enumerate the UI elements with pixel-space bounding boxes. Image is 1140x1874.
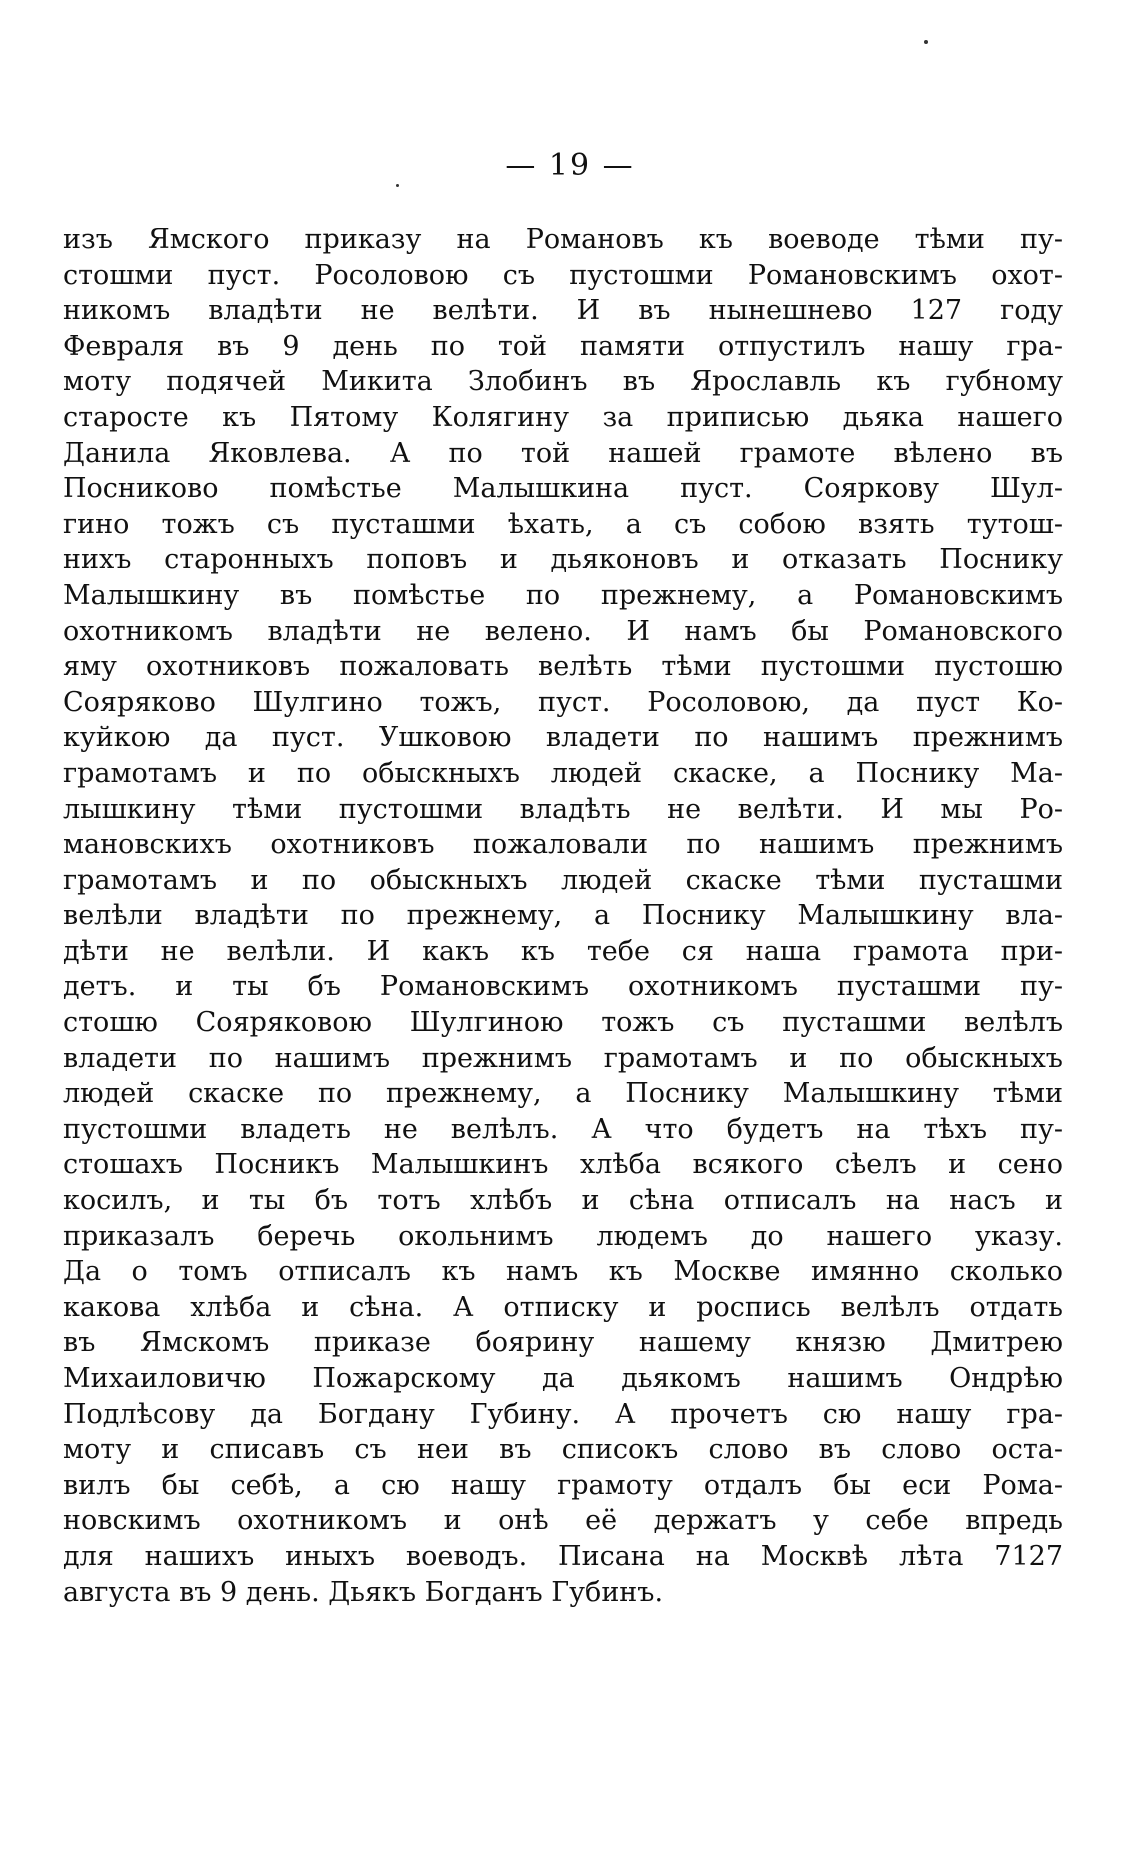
text-line: Да о томъ отписалъ къ намъ къ Москве имянно сколько bbox=[63, 1256, 1063, 1288]
text-line: владети по нашимъ прежнимъ грамотамъ и по обыскныхъ bbox=[63, 1042, 1063, 1074]
text-line: гино тожъ съ пусташми ѣхать, а съ собою взять тутош- bbox=[63, 508, 1063, 540]
text-line: Подлѣсову да Богдану Губину. А прочетъ сю нашу гра- bbox=[63, 1398, 1063, 1430]
text-line: моту и списавъ съ неи въ списокъ слово въ слово оста- bbox=[63, 1434, 1063, 1466]
text-line: велѣли владѣти по прежнему, а Поснику Малышкину вла- bbox=[63, 900, 1063, 932]
print-speck bbox=[924, 40, 928, 44]
text-line: лышкину тѣми пустошми владѣть не велѣти. И мы Ро- bbox=[63, 793, 1063, 825]
text-line: Сояряково Шулгино тожъ, пуст. Росоловою, да пуст Ко- bbox=[63, 686, 1063, 718]
page-number: — 19 — bbox=[505, 148, 635, 183]
text-line: для нашихъ иныхъ воеводъ. Писана на Москвѣ лѣта 7127 bbox=[63, 1540, 1063, 1572]
text-line: Посниково помѣстье Малышкина пуст. Сояркову Шул- bbox=[63, 473, 1063, 505]
text-line: никомъ владѣти не велѣти. И въ нынешнево 127 году bbox=[63, 295, 1063, 327]
text-line: грамотамъ и по обыскныхъ людей скаске тѣми пусташми bbox=[63, 864, 1063, 896]
text-line: стошю Сояряковою Шулгиною тожъ съ пусташми велѣлъ bbox=[63, 1007, 1063, 1039]
print-speck bbox=[396, 184, 399, 187]
text-line: изъ Ямского приказу на Романовъ къ воеводе тѣми пу- bbox=[63, 224, 1063, 255]
text-line: стошми пуст. Росоловою съ пустошми Романовскимъ охот- bbox=[63, 259, 1063, 291]
text-line: мановскихъ охотниковъ пожаловали по нашимъ прежнимъ bbox=[63, 829, 1063, 861]
text-line: новскимъ охотникомъ и онѣ её держатъ у себе впредь bbox=[63, 1505, 1063, 1537]
text-line: Малышкину въ помѣстье по прежнему, а Романовскимъ bbox=[63, 579, 1063, 611]
text-line: августа въ 9 день. Дьякъ Богданъ Губинъ. bbox=[63, 1576, 664, 1608]
text-line: косилъ, и ты бъ тотъ хлѣбъ и сѣна отписалъ на насъ и bbox=[63, 1185, 1063, 1217]
text-line: дѣти не велѣли. И какъ къ тебе ся наша грамота при- bbox=[63, 935, 1063, 967]
text-line: яму охотниковъ пожаловать велѣть тѣми пустошми пустошю bbox=[63, 651, 1063, 683]
text-line: въ Ямскомъ приказе боярину нашему князю Дмитрею bbox=[63, 1327, 1063, 1359]
text-line: куйкою да пуст. Ушковою владети по нашимъ прежнимъ bbox=[63, 722, 1063, 754]
text-line: нихъ старонныхъ поповъ и дьяконовъ и отказать Поснику bbox=[63, 544, 1063, 576]
text-line: Михаиловичю Пожарскому да дьякомъ нашимъ Ондрѣю bbox=[63, 1363, 1063, 1394]
text-line: пустошми владеть не велѣлъ. А что будетъ на тѣхъ пу- bbox=[63, 1113, 1063, 1145]
text-line: приказалъ беречь окольнимъ людемъ до нашего указу. bbox=[63, 1220, 1063, 1252]
text-line: моту подячей Микита Злобинъ въ Ярославль къ губному bbox=[63, 366, 1063, 398]
body-text bbox=[63, 222, 1063, 1610]
text-line: какова хлѣба и сѣна. А отписку и роспись велѣлъ отдать bbox=[63, 1291, 1063, 1323]
text-line: детъ. и ты бъ Романовскимъ охотникомъ пусташми пу- bbox=[63, 971, 1063, 1003]
text-line: людей скаске по прежнему, а Поснику Малышкину тѣми bbox=[63, 1078, 1063, 1110]
text-line: старосте къ Пятому Колягину за приписью дьяка нашего bbox=[63, 401, 1063, 433]
text-line: охотникомъ владѣти не велено. И намъ бы Романовского bbox=[63, 615, 1063, 647]
text-line: стошахъ Посникъ Малышкинъ хлѣба всякого сѣелъ и сено bbox=[63, 1149, 1063, 1181]
text-line: Данила Яковлева. А по той нашей грамоте вѣлено въ bbox=[63, 437, 1063, 469]
text-line: вилъ бы себѣ, а сю нашу грамоту отдалъ бы еси Рома- bbox=[63, 1469, 1063, 1501]
text-line: грамотамъ и по обыскныхъ людей скаске, а Поснику Ма- bbox=[63, 757, 1063, 789]
text-line: Февраля въ 9 день по той памяти отпустилъ нашу гра- bbox=[63, 330, 1063, 362]
